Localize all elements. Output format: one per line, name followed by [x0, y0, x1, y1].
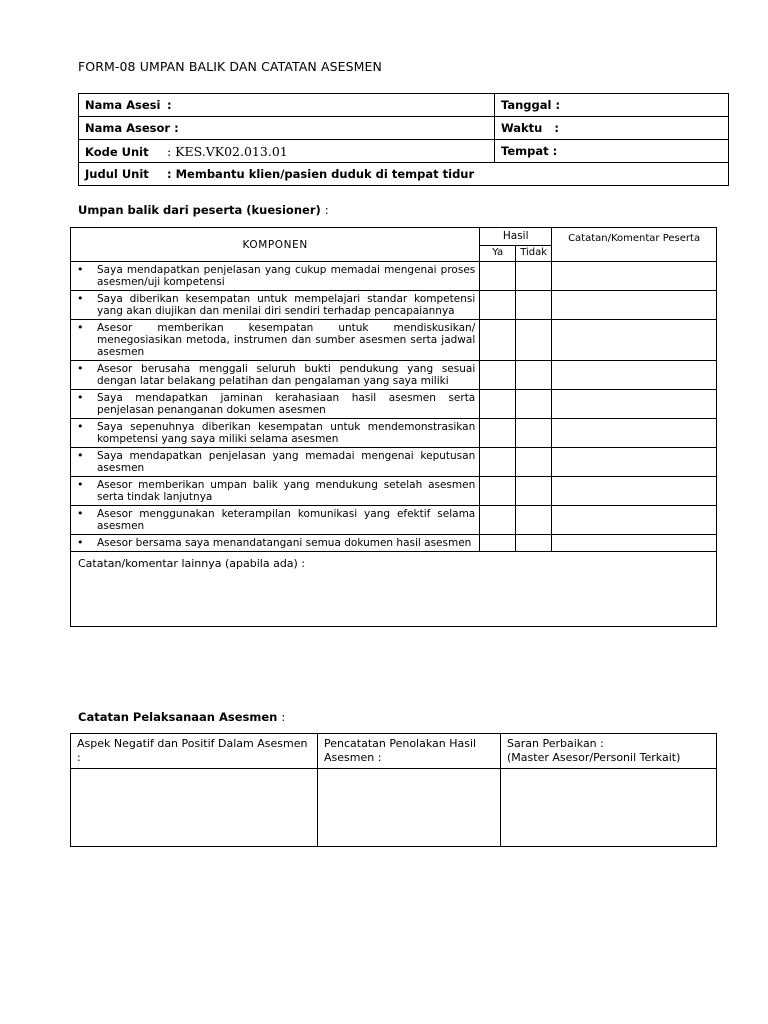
waktu-label: Waktu :: [501, 121, 559, 135]
hasil-header: Hasil: [480, 228, 552, 246]
tidak-cell[interactable]: [516, 262, 552, 291]
feedback-item: [75, 479, 475, 503]
nama-asesi-cell[interactable]: [79, 94, 495, 117]
catatan-peserta-cell[interactable]: [552, 390, 717, 419]
feedback-item: [75, 392, 475, 416]
feedback-item-text: Saya diberikan kesempatan untuk mempelajari standar kompetensi yang akan diujikan dan menilai diri sendiri terhadap pencapaiannya: [97, 293, 476, 317]
catatan-table: [70, 733, 717, 847]
feedback-item-text: Asesor menggunakan keterampilan komunikasi yang efektif selama asesmen: [97, 508, 476, 532]
feedback-item: [75, 293, 475, 317]
catatan-peserta-cell[interactable]: [552, 320, 717, 361]
feedback-row: [71, 320, 717, 361]
saran-header-line2: (Master Asesor/Personil Terkait): [507, 751, 681, 764]
kode-unit-cell: [79, 140, 495, 163]
feedback-item-cell: [71, 535, 480, 552]
ya-cell[interactable]: [480, 535, 516, 552]
identity-table: [78, 93, 729, 186]
catatan-peserta-cell[interactable]: [552, 448, 717, 477]
feedback-row: [71, 506, 717, 535]
judul-unit-value: : Membantu klien/pasien duduk di tempat tidur: [167, 167, 475, 181]
feedback-item: [75, 537, 475, 549]
feedback-item: [75, 322, 475, 358]
feedback-item-text: Asesor berusaha menggali seluruh bukti pendukung yang sesuai dengan latar belakang pelatihan dan pengalaman yang saya miliki: [97, 363, 476, 387]
feedback-item-text: Asesor memberikan kesempatan untuk mendiskusikan/ menegosiasikan metoda, instrumen dan sumber asesmen serta jadwal asesmen: [97, 322, 476, 358]
aspek-cell[interactable]: [71, 769, 318, 847]
tanggal-label: Tanggal :: [501, 98, 561, 112]
tidak-cell[interactable]: [516, 448, 552, 477]
feedback-item-text: Saya mendapatkan jaminan kerahasiaan hasil asesmen serta penjelasan penanganan dokumen asesmen: [97, 392, 476, 416]
feedback-item-text: Saya sepenuhnya diberikan kesempatan untuk mendemonstrasikan kompetensi yang saya miliki selama asesmen: [97, 421, 476, 445]
feedback-row: [71, 361, 717, 390]
nama-asesi-colon: :: [167, 98, 172, 112]
tidak-cell[interactable]: [516, 320, 552, 361]
catatan-body-row: [71, 769, 717, 847]
tidak-cell[interactable]: [516, 506, 552, 535]
judul-unit-cell: [79, 163, 729, 186]
kode-unit-value: : KES.VK02.013.01: [167, 143, 288, 159]
nama-asesi-label: Nama Asesi: [85, 98, 161, 112]
feedback-item-cell: [71, 361, 480, 390]
feedback-item-text: Asesor memberikan umpan balik yang mendukung setelah asesmen serta tindak lanjutnya: [97, 479, 476, 503]
nama-asesor-label: Nama Asesor :: [85, 121, 179, 135]
feedback-row: [71, 477, 717, 506]
feedback-items: [71, 262, 717, 552]
feedback-item-cell: [71, 448, 480, 477]
kode-unit-label: Kode Unit: [85, 144, 149, 159]
feedback-row: [71, 390, 717, 419]
feedback-header-row: [71, 228, 717, 246]
catatan-heading: [78, 710, 285, 724]
feedback-item-cell: [71, 506, 480, 535]
catatan-peserta-cell[interactable]: [552, 419, 717, 448]
ya-cell[interactable]: [480, 361, 516, 390]
saran-header-line1: Saran Perbaikan :: [507, 737, 604, 750]
nama-asesor-cell[interactable]: [79, 117, 495, 140]
feedback-item-cell: [71, 477, 480, 506]
feedback-heading-text: Umpan balik dari peserta (kuesioner): [78, 203, 321, 217]
waktu-cell[interactable]: [495, 117, 729, 140]
feedback-item: [75, 264, 475, 288]
penolakan-cell[interactable]: [318, 769, 501, 847]
feedback-row: [71, 535, 717, 552]
bullet-icon: •: [77, 292, 84, 305]
ya-header: Ya: [480, 246, 516, 262]
feedback-item: [75, 450, 475, 474]
bullet-icon: •: [77, 536, 84, 549]
other-comments-row: [71, 552, 717, 627]
bullet-icon: •: [77, 263, 84, 276]
other-comments-cell[interactable]: [71, 552, 717, 627]
identity-row-kode: [79, 140, 729, 163]
feedback-item: [75, 508, 475, 532]
tempat-label: Tempat :: [501, 144, 558, 158]
aspek-header: Aspek Negatif dan Positif Dalam Asesmen :: [71, 734, 318, 769]
feedback-row: [71, 419, 717, 448]
form-title: FORM-08 UMPAN BALIK DAN CATATAN ASESMEN: [78, 59, 383, 74]
catatan-header: Catatan/Komentar Peserta: [552, 228, 717, 262]
ya-cell[interactable]: [480, 291, 516, 320]
tidak-cell[interactable]: [516, 291, 552, 320]
feedback-heading: [78, 203, 329, 217]
bullet-icon: •: [77, 420, 84, 433]
bullet-icon: •: [77, 321, 84, 334]
identity-row-judul: [79, 163, 729, 186]
ya-cell[interactable]: [480, 262, 516, 291]
ya-cell[interactable]: [480, 320, 516, 361]
feedback-row: [71, 291, 717, 320]
tidak-cell[interactable]: [516, 390, 552, 419]
feedback-item: [75, 363, 475, 387]
feedback-row: [71, 262, 717, 291]
komponen-header: KOMPONEN: [71, 228, 480, 262]
catatan-heading-colon: :: [281, 710, 286, 724]
tempat-cell[interactable]: [495, 140, 729, 163]
tidak-cell[interactable]: [516, 361, 552, 390]
ya-cell[interactable]: [480, 448, 516, 477]
ya-cell[interactable]: [480, 390, 516, 419]
identity-row-asesi: [79, 94, 729, 117]
bullet-icon: •: [77, 449, 84, 462]
catatan-peserta-cell[interactable]: [552, 506, 717, 535]
feedback-item-cell: [71, 262, 480, 291]
feedback-heading-colon: :: [324, 203, 329, 217]
feedback-item-cell: [71, 390, 480, 419]
tidak-cell[interactable]: [516, 535, 552, 552]
bullet-icon: •: [77, 362, 84, 375]
feedback-item-text: Saya mendapatkan penjelasan yang cukup memadai mengenai proses asesmen/uji kompetensi: [97, 264, 476, 288]
catatan-peserta-cell[interactable]: [552, 291, 717, 320]
tidak-cell[interactable]: [516, 419, 552, 448]
feedback-item-text: Saya mendapatkan penjelasan yang memadai mengenai keputusan asesmen: [97, 450, 476, 474]
judul-unit-label: Judul Unit: [85, 167, 149, 181]
catatan-peserta-cell[interactable]: [552, 262, 717, 291]
feedback-item-cell: [71, 291, 480, 320]
feedback-item-cell: [71, 320, 480, 361]
feedback-item-text: Asesor bersama saya menandatangani semua dokumen hasil asesmen: [97, 537, 472, 549]
bullet-icon: •: [77, 391, 84, 404]
feedback-table: [70, 227, 717, 627]
catatan-header-row: [71, 734, 717, 769]
penolakan-header: Pencatatan Penolakan Hasil Asesmen :: [318, 734, 501, 769]
bullet-icon: •: [77, 478, 84, 491]
ya-cell[interactable]: [480, 419, 516, 448]
feedback-item-cell: [71, 419, 480, 448]
feedback-row: [71, 448, 717, 477]
identity-row-asesor: [79, 117, 729, 140]
ya-cell[interactable]: [480, 477, 516, 506]
catatan-peserta-cell[interactable]: [552, 361, 717, 390]
catatan-peserta-cell[interactable]: [552, 535, 717, 552]
ya-cell[interactable]: [480, 506, 516, 535]
tidak-header: Tidak: [516, 246, 552, 262]
tanggal-cell[interactable]: [495, 94, 729, 117]
saran-header: [501, 734, 717, 769]
saran-cell[interactable]: [501, 769, 717, 847]
catatan-peserta-cell[interactable]: [552, 477, 717, 506]
tidak-cell[interactable]: [516, 477, 552, 506]
bullet-icon: •: [77, 507, 84, 520]
feedback-item: [75, 421, 475, 445]
catatan-heading-text: Catatan Pelaksanaan Asesmen: [78, 710, 278, 724]
other-comments-label: Catatan/komentar lainnya (apabila ada) :: [78, 557, 306, 570]
